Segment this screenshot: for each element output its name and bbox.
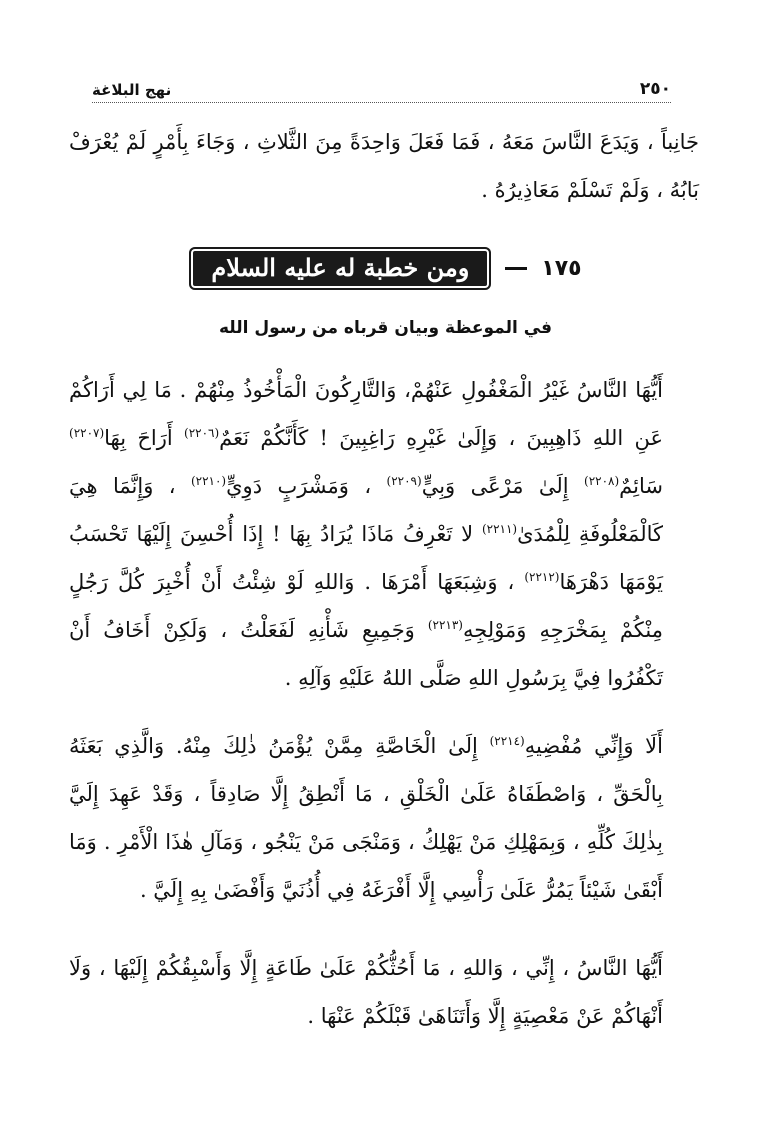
text-segment: أَرَاحَ بِهَا [104, 426, 185, 450]
footnote-marker: (٢٢١١) [481, 522, 518, 536]
footnote-marker: (٢٢٠٨) [584, 474, 620, 488]
text-segment: أَيُّهَا النَّاسُ ، إِنِّي ، وَاللهِ ، مَا أَحُثُّكُمْ عَلَىٰ طَاعَةٍ إِلَّا وَأَسْبِقُكُمْ إِلَيْهَا ، وَلَا أَنْهَاكُمْ عَنْ مَعْصِيَةٍ إِلَّا وَأَتَنَاهَىٰ قَبْلَكُمْ عَنْهَا . [69, 956, 663, 1028]
paragraph-text [69, 722, 699, 914]
book-title: نهج البلاغة [92, 81, 172, 99]
body-paragraph-1 [69, 366, 699, 702]
sermon-subtitle: في الموعظة وبيان قرباه من رسول الله [218, 318, 553, 338]
sermon-title-badge: ومن خطبة له عليه السلام [189, 247, 491, 290]
heading-dash [505, 267, 527, 270]
sermon-number: ١٧٥ [541, 255, 582, 281]
paragraph-text [69, 944, 699, 1040]
text-segment: أَيُّهَا النَّاسُ غَيْرُ الْمَغْفُولِ عَنْهُمْ، وَالتَّارِكُونَ الْمَأْخُوذُ مِنْهُمْ . مَا لِي أَرَاكُمْ عَنِ اللهِ ذَاهِبِينَ ، وَإِلَىٰ غَيْرِهِ رَاغِبِينَ ! كَأَنَّكُمْ نَعَمٌ [69, 378, 663, 450]
text-segment: إِلَىٰ الْخَاصَّةِ مِمَّنْ يُؤْمَنُ ذٰلِكَ مِنْهُ. وَالَّذِي بَعَثَهُ بِالْحَقِّ ، وَاصْطَفَاهُ عَلَىٰ الْخَلْقِ ، مَا أَنْطِقُ إِلَّا صَادِقاً ، وَقَدْ عَهِدَ إِلَيَّ بِذٰلِكَ كُلِّهِ ، وَبِمَهْلِكِ مَنْ يَهْلِكُ ، وَمَنْجَى مَنْ يَنْجُو ، وَمَآلِ هٰذَا الْأَمْرِ . وَمَا أَبْقَىٰ شَيْئاً يَمُرُّ عَلَىٰ رَأْسِي إِلَّا أَفْرَغَهُ فِي أُذُنَيَّ وَأَفْضَىٰ بِهِ إِلَيَّ . [69, 734, 663, 902]
text-segment: لا تَعْرِفُ مَاذَا يُرَادُ بِهَا ! إِذَا أُحْسِنَ إِلَيْهَا تَحْسَبُ يَوْمَهَا دَهْرَهَا [69, 522, 663, 594]
sermon-heading [0, 240, 771, 296]
footnote-marker: (٢٢١٠) [190, 474, 227, 488]
intro-text: جَانِباً ، وَيَدَعَ النَّاسَ مَعَهُ ، فَمَا فَعَلَ وَاحِدَةً مِنَ الثَّلاثِ ، وَجَاءَ بِأَمْرٍ لَمْ يُعْرَفْ بَابُهُ ، وَلَمْ تَسْلَمْ مَعَاذِيرُهُ . [69, 130, 699, 202]
footnote-marker: (٢٢١٢) [524, 570, 560, 584]
text-segment: سَائِمٌ [619, 474, 663, 498]
paragraph-text [69, 366, 699, 702]
footnote-marker: (٢٢١٤) [489, 734, 525, 748]
body-paragraph-2 [69, 722, 699, 914]
text-segment: ، وَإِنَّمَا هِيَ كَالْمَعْلُوفَةِ لِلْمُدَىٰ [69, 474, 663, 546]
footnote-marker: (٢٢٠٦) [184, 426, 220, 440]
intro-paragraph [69, 118, 699, 214]
footnote-marker: (٢٢١٣) [427, 618, 463, 632]
text-segment: ، وَشِبَعَهَا أَمْرَهَا . وَاللهِ لَوْ شِئْتُ أَنْ أُخْبِرَ كُلَّ رَجُلٍ مِنْكُمْ بِمَخْرَجِهِ وَمَوْلِجِهِ [69, 570, 663, 642]
text-segment: وَجَمِيعِ شَأْنِهِ لَفَعَلْتُ ، وَلَكِنْ أَخَافُ أَنْ تَكْفُرُوا فِيَّ بِرَسُولِ اللهِ صَلَّى اللهُ عَلَيْهِ وَآلِهِ . [69, 618, 663, 690]
page-number: ٢٥٠ [639, 79, 671, 99]
footnote-marker: (٢٢٠٧) [69, 426, 105, 440]
footnote-marker: (٢٢٠٩) [386, 474, 422, 488]
text-segment: إِلَىٰ مَرْعًى وَبِيٍّ [421, 474, 585, 498]
body-paragraph-3 [69, 944, 699, 1040]
running-header [92, 76, 671, 103]
text-segment: أَلَا وَإِنِّي مُفْضِيهِ [524, 734, 663, 758]
text-segment: ، وَمَشْرَبٍ دَوِيٍّ [226, 474, 387, 498]
